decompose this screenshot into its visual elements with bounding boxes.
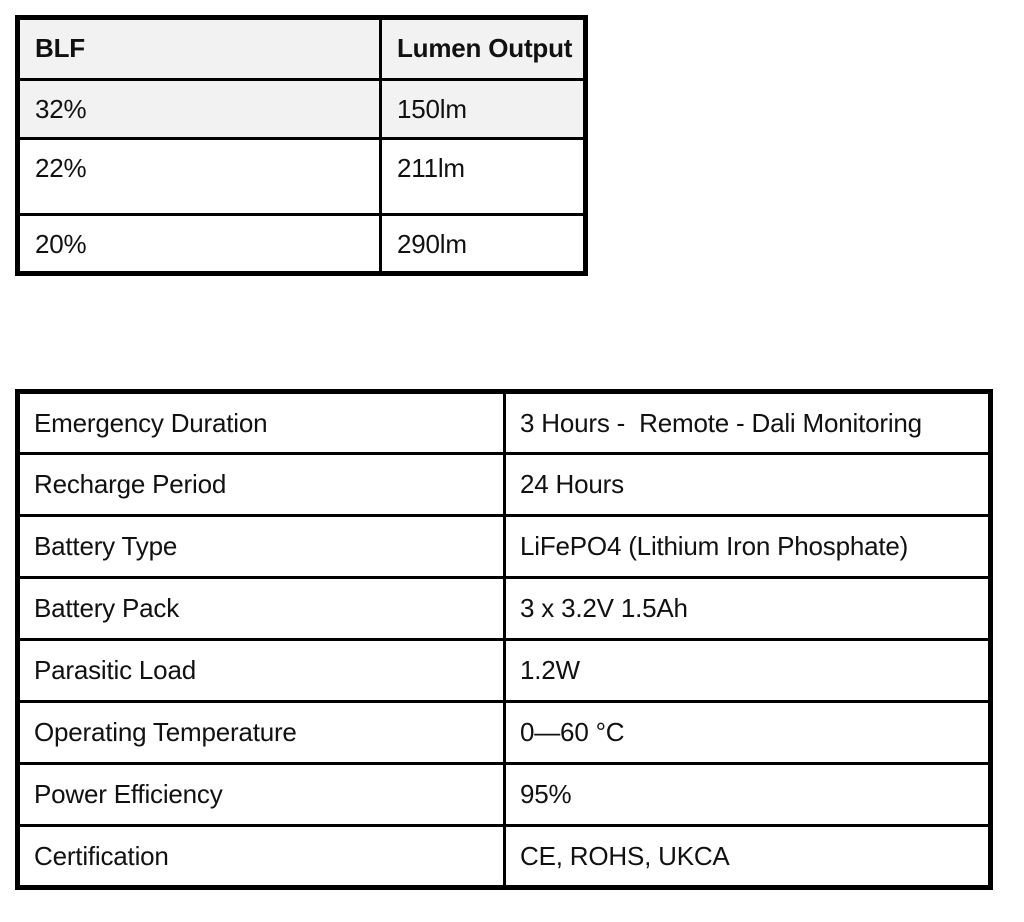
blf-lumen-table xyxy=(15,15,588,276)
spec-value-cell: 1.2W xyxy=(505,640,991,702)
table-row xyxy=(18,454,991,516)
spec-table xyxy=(15,389,993,890)
spec-label-cell: Battery Pack xyxy=(18,578,505,640)
spec-label-cell: Battery Type xyxy=(18,516,505,578)
lumen-value-cell: 211lm xyxy=(381,139,586,215)
table-row xyxy=(18,578,991,640)
spec-label-cell: Emergency Duration xyxy=(18,392,505,454)
blf-column-header: BLF xyxy=(18,18,381,80)
spec-value-cell: CE, ROHS, UKCA xyxy=(505,826,991,888)
lumen-value-cell: 150lm xyxy=(381,80,586,139)
table-row xyxy=(18,764,991,826)
table-row xyxy=(18,702,991,764)
table-row xyxy=(18,215,586,274)
table-row xyxy=(18,392,991,454)
spec-label-cell: Certification xyxy=(18,826,505,888)
spec-label-cell: Power Efficiency xyxy=(18,764,505,826)
spec-value-cell: 24 Hours xyxy=(505,454,991,516)
spec-value-cell: 3 Hours - Remote - Dali Monitoring xyxy=(505,392,991,454)
spec-value-cell: 0—60 °C xyxy=(505,702,991,764)
blf-table-header-row xyxy=(18,18,586,80)
spec-label-cell: Operating Temperature xyxy=(18,702,505,764)
spec-value-cell: 3 x 3.2V 1.5Ah xyxy=(505,578,991,640)
spec-value-cell: LiFePO4 (Lithium Iron Phosphate) xyxy=(505,516,991,578)
blf-value-cell: 32% xyxy=(18,80,381,139)
spec-label-cell: Parasitic Load xyxy=(18,640,505,702)
lumen-output-column-header: Lumen Output xyxy=(381,18,586,80)
blf-value-cell: 22% xyxy=(18,139,381,215)
blf-value-cell: 20% xyxy=(18,215,381,274)
table-row xyxy=(18,640,991,702)
spec-value-cell: 95% xyxy=(505,764,991,826)
lumen-value-cell: 290lm xyxy=(381,215,586,274)
table-row xyxy=(18,516,991,578)
spec-label-cell: Recharge Period xyxy=(18,454,505,516)
table-row xyxy=(18,826,991,888)
table-row xyxy=(18,139,586,215)
table-row xyxy=(18,80,586,139)
